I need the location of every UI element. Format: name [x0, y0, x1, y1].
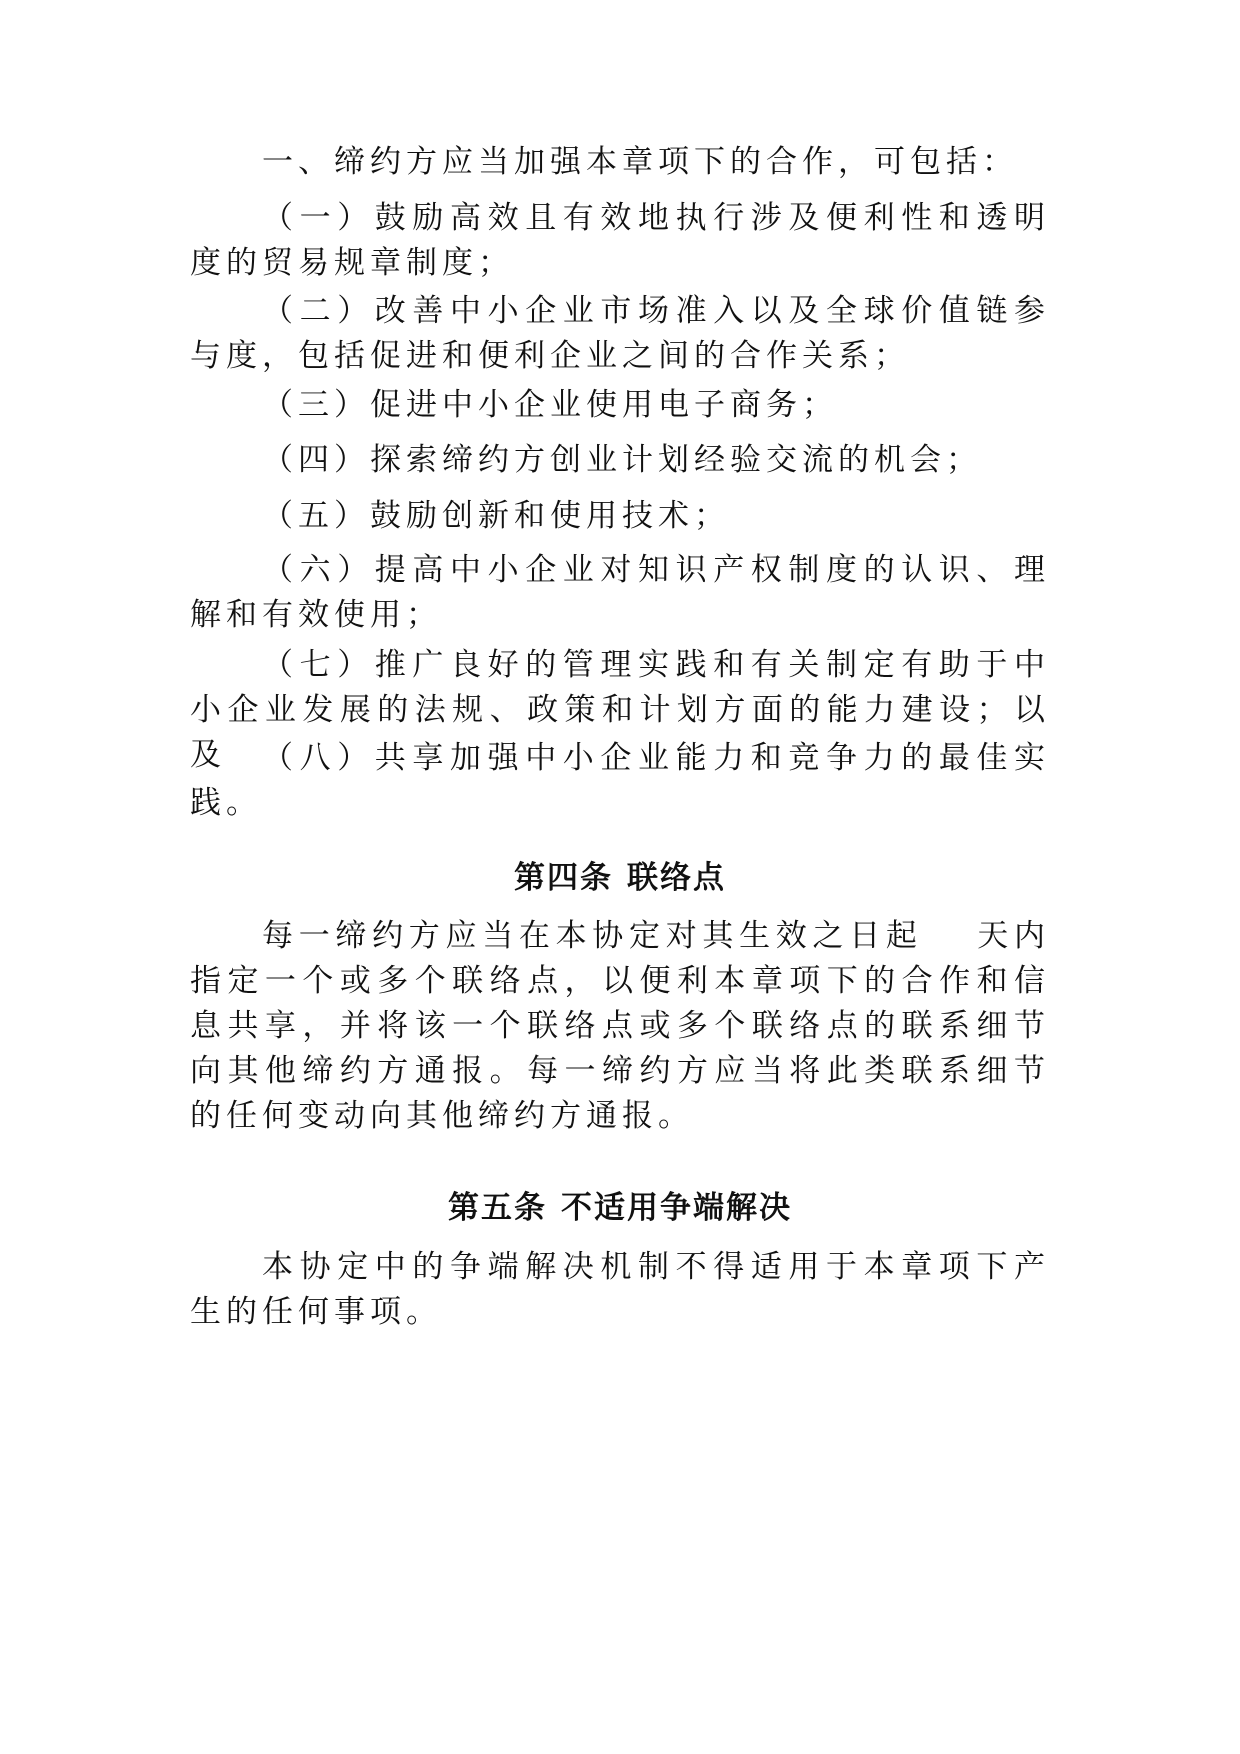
list-item: （三）促进中小企业使用电子商务；	[262, 387, 838, 423]
article-5-number: 第五条	[448, 1190, 547, 1226]
article-5-heading	[190, 1182, 1050, 1227]
intro-paragraph: 一、缔约方应当加强本章项下的合作，可包括：	[262, 144, 1018, 180]
article-4-heading	[190, 852, 1050, 897]
article-4-text-rest: 天内指定一个或多个联络点，以便利本章项下的合作和信息共享，并将该一个联络点或多个联络点的联系细节向其他缔约方通报。每一缔约方应当将此类联系细节的任何变动向其他缔约方通报。	[190, 918, 1051, 1134]
list-item: （四）探索缔约方创业计划经验交流的机会；	[262, 442, 982, 478]
article-4-text-start: 每一缔约方应当在本协定对其生效之日起	[262, 918, 923, 954]
list-item: （二）改善中小企业市场准入以及全球价值链参与度，包括促进和便利企业之间的合作关系；	[190, 293, 1050, 374]
article-4-number: 第四条	[514, 860, 613, 896]
list-item: （七）推广良好的管理实践和有关制定有助于中小企业发展的法规、政策和计划方面的能力建设；以及	[190, 647, 1050, 773]
article-5-title: 不适用争端解决	[561, 1190, 792, 1226]
list-item: （五）鼓励创新和使用技术；	[262, 498, 730, 534]
list-item: （六）提高中小企业对知识产权制度的认识、理解和有效使用；	[190, 552, 1050, 633]
list-item: （一）鼓励高效且有效地执行涉及便利性和透明度的贸易规章制度；	[190, 200, 1050, 281]
article-5-paragraph: 本协定中的争端解决机制不得适用于本章项下产生的任何事项。	[190, 1249, 1050, 1330]
list-item: （八）共享加强中小企业能力和竞争力的最佳实践。	[190, 740, 1050, 821]
article-4-paragraph	[190, 914, 1050, 1139]
article-4-title: 联络点	[627, 860, 726, 896]
